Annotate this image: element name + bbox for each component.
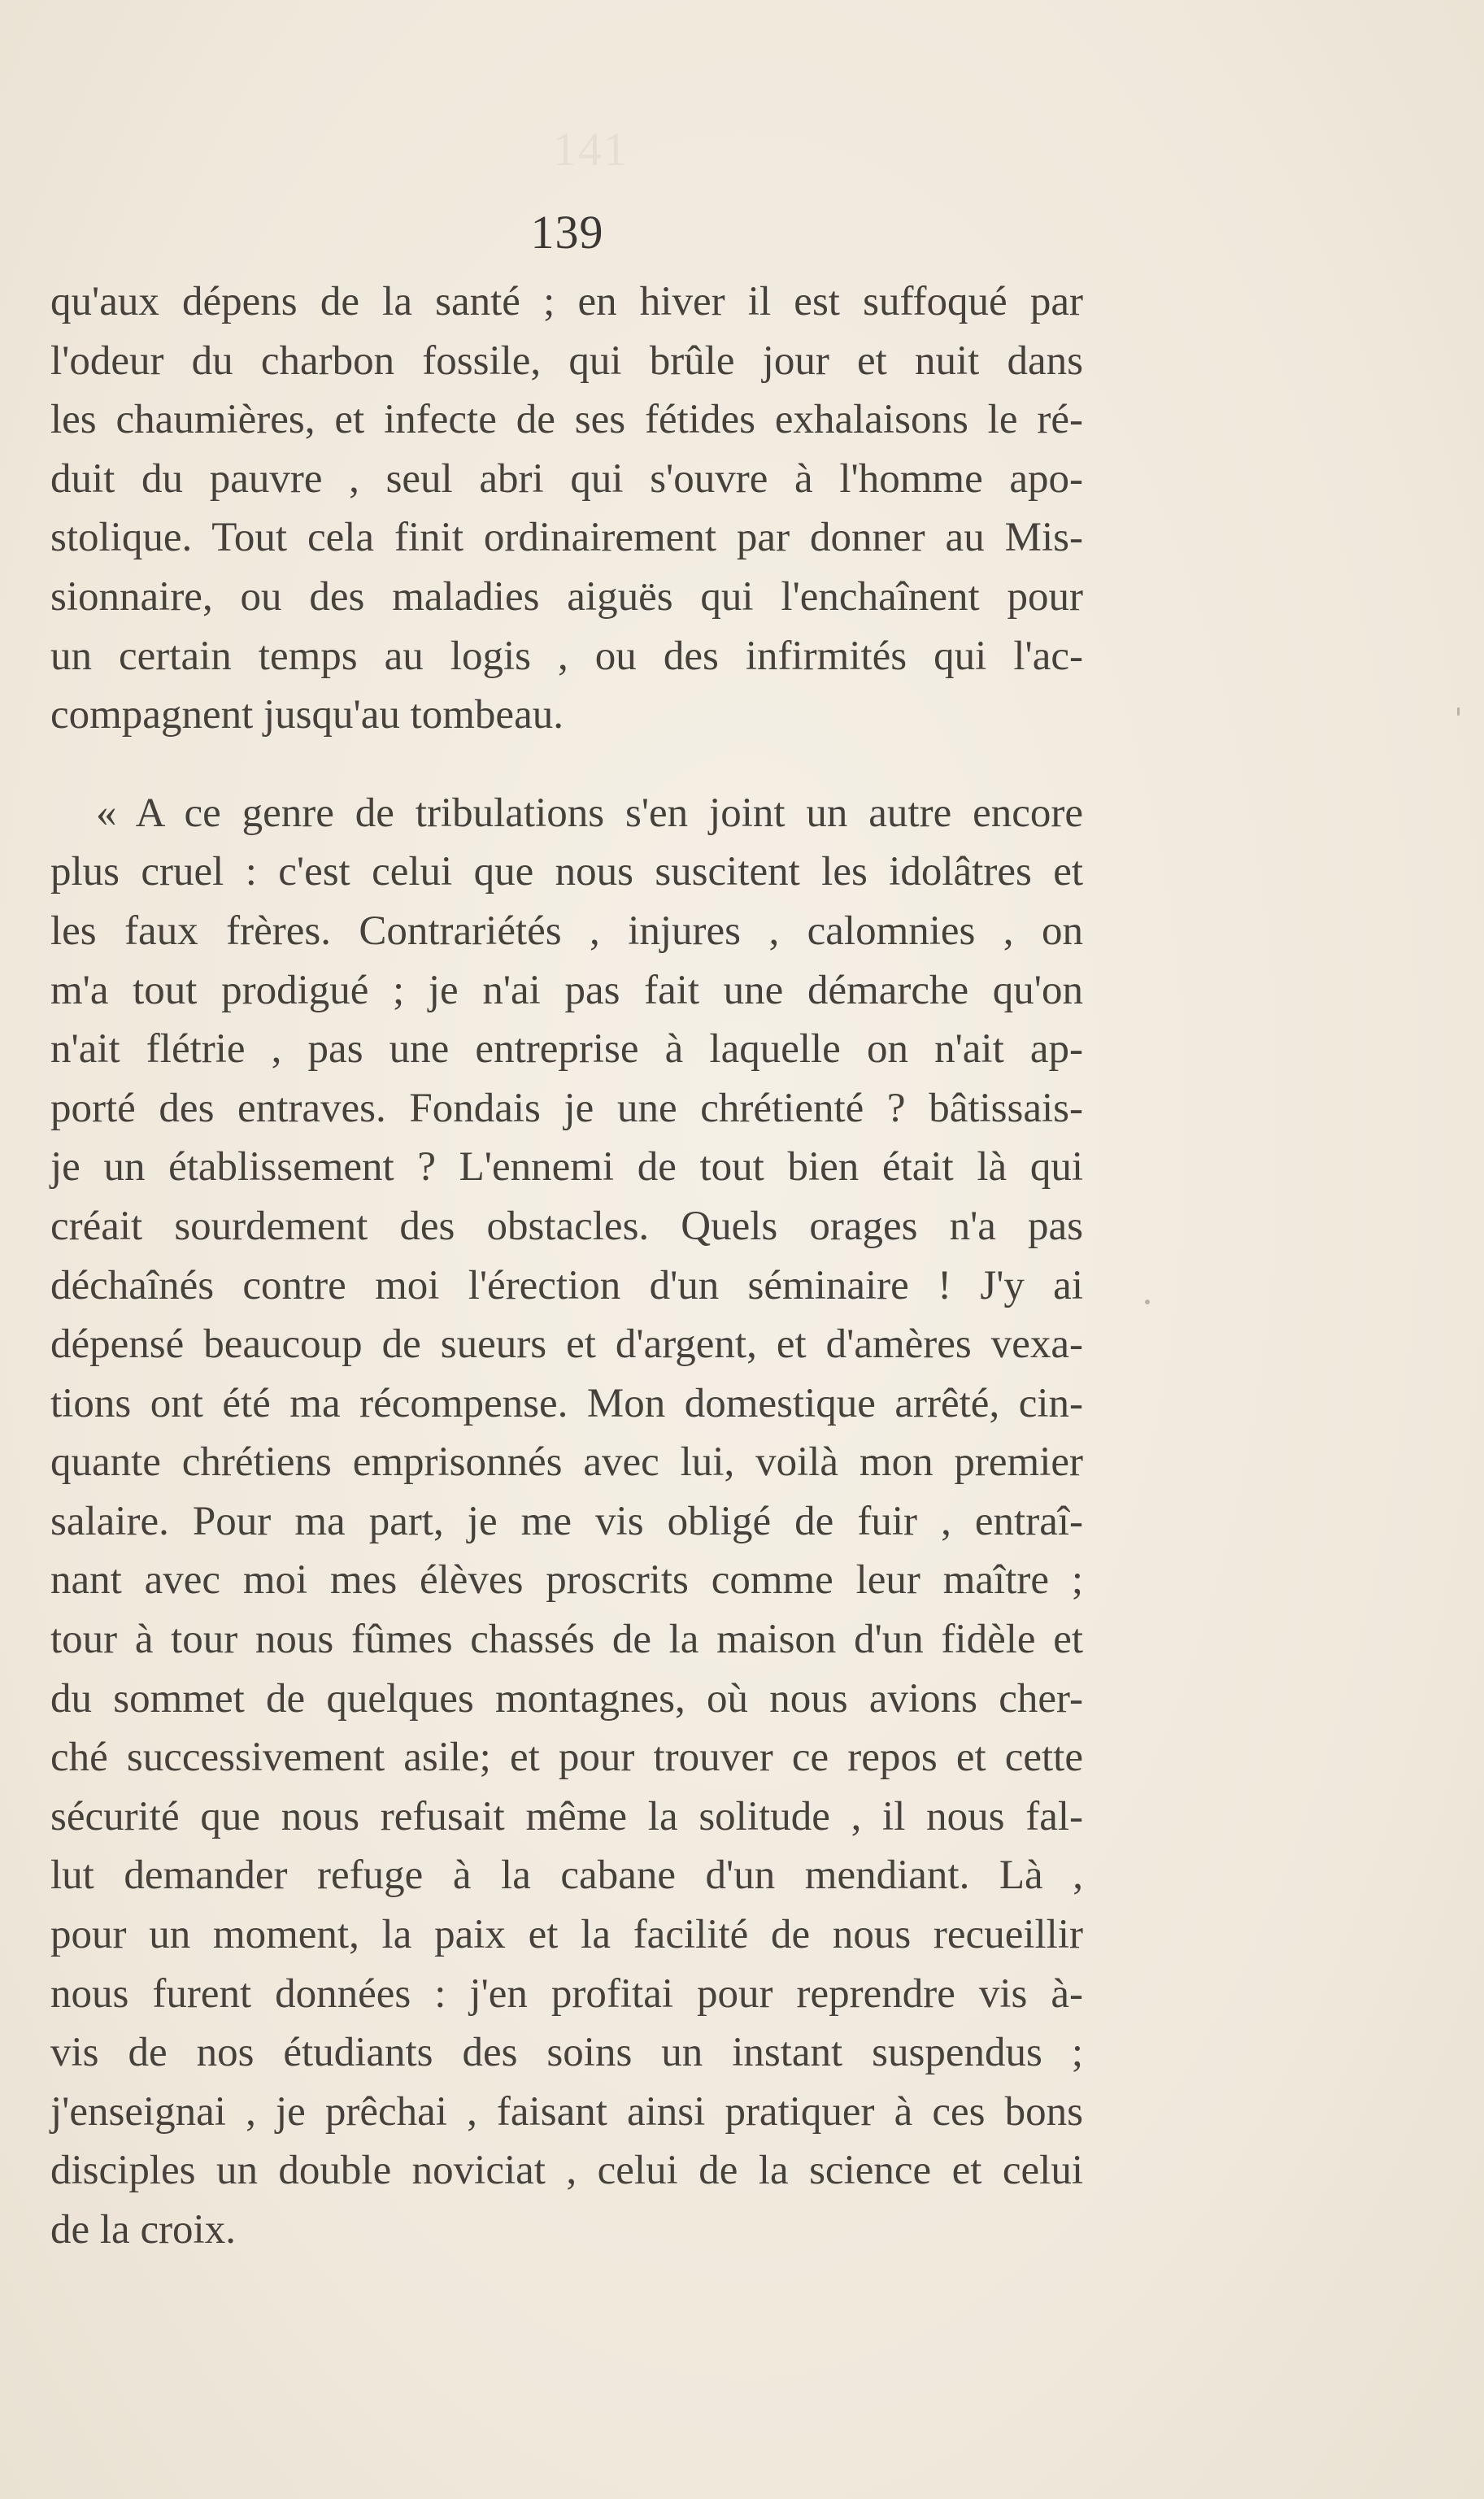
text-line: de la croix. bbox=[50, 2207, 236, 2253]
text-line: tions ont été ma récompense. Mon domestique arrêté, cin- bbox=[50, 1380, 1083, 1426]
text-line: déchaînés contre moi l'érection d'un séminaire ! J'y ai bbox=[50, 1262, 1083, 1308]
text-line: je un établissement ? L'ennemi de tout bien était là qui bbox=[50, 1144, 1083, 1191]
text-line: lut demander refuge à la cabane d'un mendiant. Là , bbox=[50, 1852, 1083, 1899]
text-line: salaire. Pour ma part, je me vis obligé de fuir , entraî- bbox=[50, 1498, 1083, 1544]
text-line: sécurité que nous refusait même la solitude , il nous fal- bbox=[50, 1793, 1083, 1839]
text-line: compagnent jusqu'au tombeau. bbox=[50, 692, 564, 738]
text-line: créait sourdement des obstacles. Quels orages n'a pas bbox=[50, 1203, 1083, 1249]
paragraph-2 bbox=[50, 784, 1083, 2260]
text-line: un certain temps au logis , ou des infirmités qui l'ac- bbox=[50, 633, 1083, 679]
text-line: du sommet de quelques montagnes, où nous avions cher- bbox=[50, 1675, 1083, 1722]
text-line: disciples un double noviciat , celui de la science et celui bbox=[50, 2148, 1083, 2194]
text-line: m'a tout prodigué ; je n'ai pas fait une démarche qu'on bbox=[50, 967, 1083, 1013]
text-line: « A ce genre de tribulations s'en joint un autre encore bbox=[96, 790, 1083, 836]
text-line: nous furent données : j'en profitai pour reprendre vis à- bbox=[50, 1970, 1083, 2017]
text-line: j'enseignai , je prêchai , faisant ainsi pratiquer à ces bons bbox=[50, 2088, 1083, 2135]
text-line: plus cruel : c'est celui que nous suscitent les idolâtres et bbox=[50, 849, 1083, 895]
paper-speck bbox=[1145, 1300, 1150, 1304]
text-line: qu'aux dépens de la santé ; en hiver il est suffoqué par bbox=[50, 279, 1083, 324]
paragraph-gap bbox=[50, 745, 1083, 784]
text-line: les chaumières, et infecte de ses fétides exhalaisons le ré- bbox=[50, 397, 1083, 443]
text-line: vis de nos étudiants des soins un instant suspendus ; bbox=[50, 2030, 1083, 2076]
text-line: tour à tour nous fûmes chassés de la maison d'un fidèle et bbox=[50, 1617, 1083, 1663]
text-line: nant avec moi mes élèves proscrits comme leur maître ; bbox=[50, 1557, 1083, 1604]
paragraph-1 bbox=[50, 272, 1083, 745]
text-line: duit du pauvre , seul abri qui s'ouvre à l'homme apo- bbox=[50, 455, 1083, 502]
text-line: stolique. Tout cela finit ordinairement par donner au Mis- bbox=[50, 515, 1083, 561]
text-line: dépensé beaucoup de sueurs et d'argent, et d'amères vexa- bbox=[50, 1321, 1083, 1368]
text-line: n'ait flétrie , pas une entreprise à laquelle on n'ait ap- bbox=[50, 1026, 1083, 1073]
text-line: pour un moment, la paix et la facilité de nous recueillir bbox=[50, 1912, 1083, 1958]
text-line: sionnaire, ou des maladies aiguës qui l'enchaînent pour bbox=[50, 573, 1083, 620]
text-line: porté des entraves. Fondais je une chrétienté ? bâtissais- bbox=[50, 1085, 1083, 1131]
text-line: les faux frères. Contrariétés , injures , calomnies , on bbox=[50, 908, 1083, 954]
paper-speck bbox=[1457, 707, 1460, 716]
bleed-through-page-number: 141 bbox=[553, 123, 629, 176]
text-line: quante chrétiens emprisonnés avec lui, voilà mon premier bbox=[50, 1439, 1083, 1486]
text-line: l'odeur du charbon fossile, qui brûle jour et nuit dans bbox=[50, 337, 1083, 384]
body-text bbox=[50, 272, 1083, 2260]
page-number: 139 bbox=[530, 206, 604, 259]
text-line: ché successivement asile; et pour trouver ce repos et cette bbox=[50, 1735, 1083, 1781]
